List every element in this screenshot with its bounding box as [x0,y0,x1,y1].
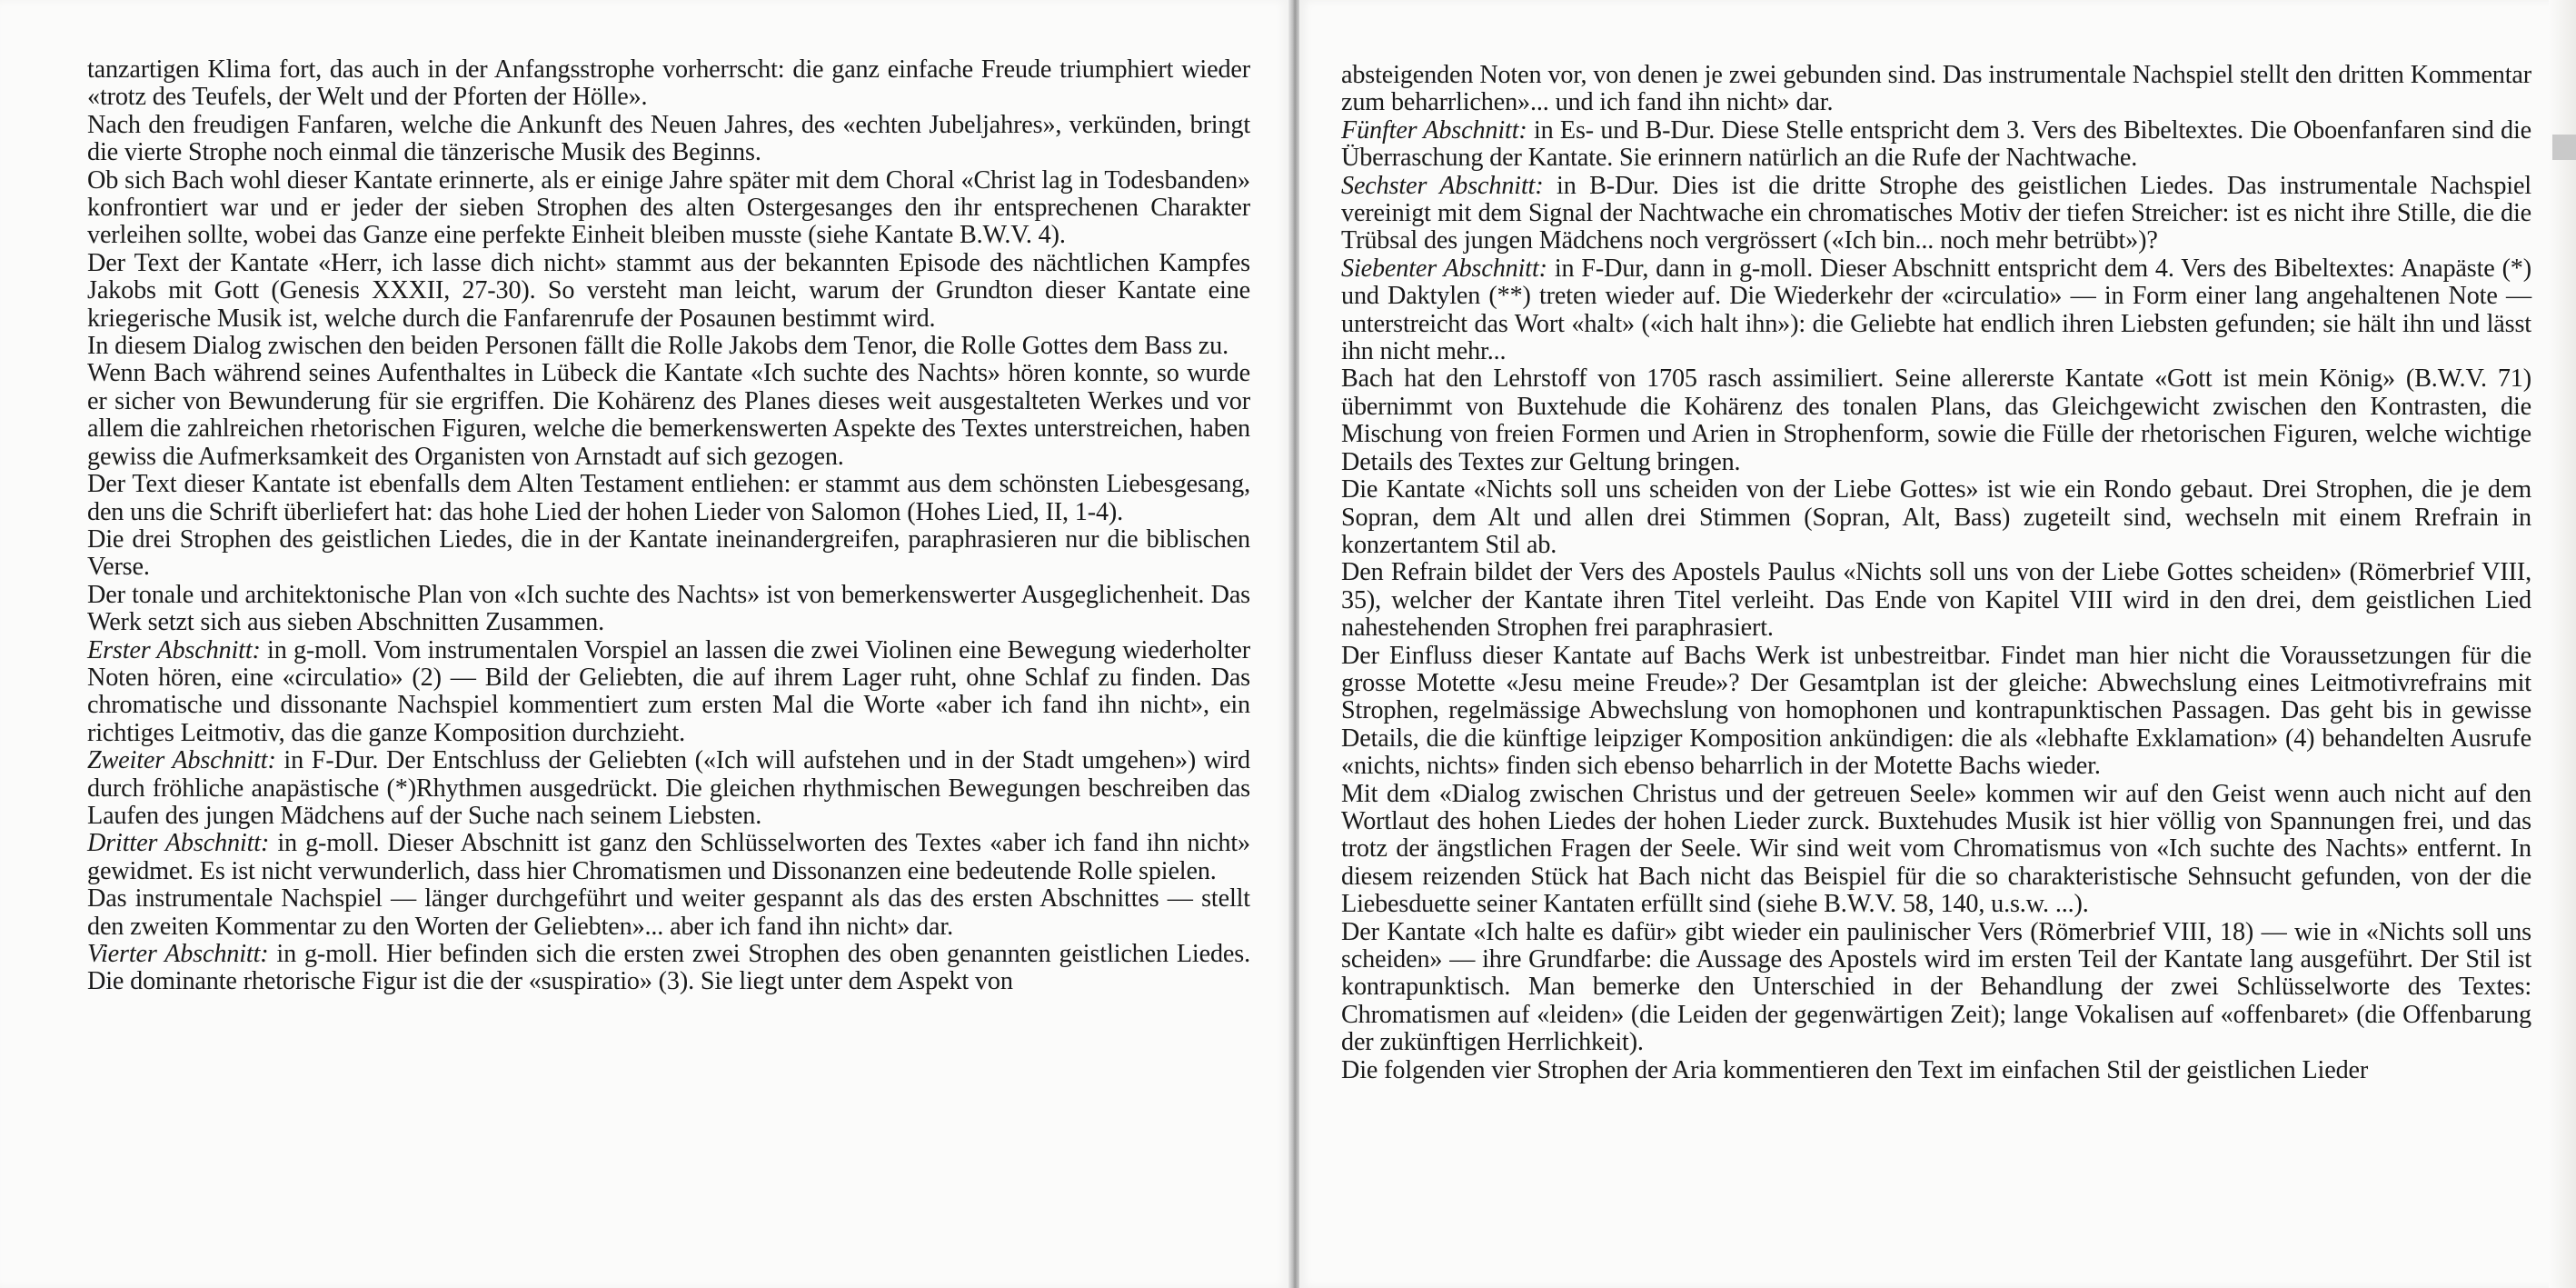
section-heading: Vierter Abschnitt: [87,940,269,968]
section-paragraph: Erster Abschnitt: in g-moll. Vom instrumentalen Vorspiel an lassen die zwei Violinen eine Bewegung wiederholter Noten hören, eine «circulatio» (2) — Bild der Geliebten, die auf ihrem Lager ruht, ohne Schlaf zu finden. Das chromatische und dissonante Nachspiel kommentiert zum ersten Mal die Worte «aber ich fand ihn nicht», ein richtiges Leitmotiv, das die ganze Komposition durchzieht. [87,635,1250,747]
section-heading: Dritter Abschnitt: [87,829,270,858]
paragraph: Ob sich Bach wohl dieser Kantate erinnerte, als er einige Jahre später mit dem Choral «Christ lag in Todesbanden» konfrontiert war und er jeder der sieben Strophen des alten Ostergesanges den ihr entsprechenen Charakter verleihen sollte, wobei das Ganze eine perfekte Einheit bleiben musste (siehe Kantate B.W.V. 4). [87,165,1250,250]
section-heading: Erster Abschnitt: [87,635,261,664]
paragraph: Wenn Bach während seines Aufenthaltes in Lübeck die Kantate «Ich suchte des Nachts» hören konnte, so wurde er sicher von Bewunderung für sie ergriffen. Die Kohärenz des Planes dieses weit ausgestalteten Werkes und vor allem die zahlreichen rhetorischen Figuren, welche die bemerkenswerten Aspekte des Textes unterstreichen, haben gewiss die Aufmerksamkeit des Organisten von Arnstadt auf sich gezogen. [87,359,1250,471]
paragraph: Den Refrain bildet der Vers des Apostels Paulus «Nichts soll uns von der Liebe Gottes scheiden» (Römerbrief VIII, 35), welcher der Kantate ihren Titel verleiht. Das Ende von Kapitel VIII wird in den drei, dem geistlichen Lied nahestehenden Strophen frei paraphrasiert. [1341,558,2531,643]
right-page-text [1341,62,2531,1084]
page-edge-mark [2552,135,2576,160]
paragraph: tanzartigen Klima fort, das auch in der Anfangsstrophe vorherrscht: die ganz einfache Freude triumphiert wieder «trotz des Teufels, der Welt und der Pforten der Hölle». [87,55,1250,112]
paragraph: Bach hat den Lehrstoff von 1705 rasch assimiliert. Seine allererste Kantate «Gott ist mein König» (B.W.V. 71) übernimmt von Buxtehude die Kohärenz des tonalen Plans, das Gleichgewicht zwischen den Kontrasten, die Mischung von freien Formen und Arien in Strophenform, sowie die Fülle der rhetorischen Figuren, welche wichtige Details des Textes zur Geltung bringen. [1341,364,2531,476]
paragraph: Der Text dieser Kantate ist ebenfalls dem Alten Testament entliehen: er stammt aus dem schönsten Liebesgesang, den uns die Schrift überliefert hat: das hohe Lied der hohen Lieder von Salomon (Hohes Lied, II, 1-4). [87,470,1250,526]
paragraph: Die Kantate «Nichts soll uns scheiden von der Liebe Gottes» ist wie ein Rondo gebaut. Drei Strophen, die je dem Sopran, dem Alt und allen drei Stimmen (Sopran, Alt, Bass) zugeteilt sind, wechseln mit einem Rrefrain in konzertantem Stil ab. [1341,475,2531,559]
section-paragraph: Siebenter Abschnitt: in F-Dur, dann in g-moll. Dieser Abschnitt entspricht dem 4. Vers des Bibeltextes: Anapäste (*) und Daktylen (**) treten wieder auf. Die Wiederkehr der «circulatio» — in Form einer lang angehaltenen Note — unterstreicht das Wort «halt» («ich halt ihn»): die Geliebte hat endlich ihren Liebsten gefunden; sie hält ihn und lässt ihn nicht mehr... [1341,254,2531,366]
paragraph: absteigenden Noten vor, von denen je zwei gebunden sind. Das instrumentale Nachspiel stellt den dritten Kommentar zum beharrlichen»... und ich fand ihn nicht» dar. [1341,61,2531,117]
section-heading: Zweiter Abschnitt: [87,746,276,775]
paragraph: Die folgenden vier Strophen der Aria kommentieren den Text im einfachen Stil der geistlichen Lieder [1341,1055,2369,1084]
paragraph: In diesem Dialog zwischen den beiden Personen fällt die Rolle Jakobs dem Tenor, die Rolle Gottes dem Bass zu. [87,332,1229,361]
paragraph: Der Einfluss dieser Kantate auf Bachs Werk ist unbestreitbar. Findet man hier nicht die Voraussetzungen für die grosse Motette «Jesu meine Freude»? Der Gesamtplan ist der gleiche: Abwechslung eines Leitmotivrefrains mit Strophen, regelmässige Abwechslung von homophonen und kontrapunktischen Passagen. Das geht bis in gewisse Details, die die künftige leipziger Komposition ankündigen: die als «lebhafte Exklamation» (4) behandelten Ausrufe «nichts, nichts» finden sich ebenso beharrlich in der Motette Bachs wieder. [1341,641,2531,781]
paragraph: Mit dem «Dialog zwischen Christus und der getreuen Seele» kommen wir auf den Geist wenn auch nicht auf den Wortlaut des hohen Liedes der hohen Lieder zurck. Buxtehudes Musik ist hier völlig von Spannungen frei, und das trotz der ängstlichen Fragen der Seele. Wir sind weit vom Chromatismus von «Ich suchte des Nachts» entfernt. In diesem reizenden Stück hat Bach nicht das Beispiel für die so charakteristische Sehnsucht gefunden, von der die Liebesduette seiner Kantaten erfüllt sind (siehe B.W.V. 58, 140, u.s.w. ...). [1341,779,2531,919]
right-page [1299,0,2576,1288]
section-heading: Sechster Abschnitt: [1341,171,1544,200]
paragraph: Der Kantate «Ich halte es dafür» gibt wieder ein paulinischer Vers (Römerbrief VIII, 18) — wie in «Nichts soll uns scheiden» — ihre Grundfarbe: die Aussage des Apostels wird im ersten Teil der Kantate lang ausgeführt. Der Stil ist kontrapunktisch. Man bemerke den Unterschied in der Behandlung der zwei Schlüsselworte des Textes: Chromatismen auf «leiden» (die Leiden der gegenwärtigen Zeit); lange Vokalisen auf «offenbaret» (die Offenbarung der zukünftigen Herrlichkeit). [1341,917,2531,1057]
section-paragraph: Dritter Abschnitt: in g-moll. Dieser Abschnitt ist ganz den Schlüsselworten des Textes «aber ich fand ihn nicht» gewidmet. Es ist nicht verwunderlich, dass hier Chromatismen und Dissonanzen eine bedeutende Rolle spielen. [87,829,1250,885]
section-heading: Fünfter Abschnitt: [1341,115,1527,145]
section-paragraph: Sechster Abschnitt: in B-Dur. Dies ist die dritte Strophe des geistlichen Liedes. Das instrumentale Nachspiel vereinigt mit dem Signal der Nachtwache ein chromatisches Motiv der tiefen Streicher: ist es nicht ihre Stille, die die Trübsal des jungen Mädchens noch vergrössert («Ich bin... noch mehr betrübt»)? [1341,171,2531,255]
section-paragraph: Fünfter Abschnitt: in Es- und B-Dur. Diese Stelle entspricht dem 3. Vers des Bibeltextes. Die Oboenfanfaren sind die Überraschung der Kantate. Sie erinnern natürlich an die Rufe der Nachtwache. [1341,115,2532,173]
section-paragraph: Vierter Abschnitt: in g-moll. Hier befinden sich die ersten zwei Strophen des oben genannten geistlichen Liedes. Die dominante rhetorische Figur ist die der «suspiratio» (3). Sie liegt unter dem Aspekt von [87,940,1250,996]
paragraph: Das instrumentale Nachspiel — länger durchgeführt und weiter gespannt als das des ersten Abschnittes — stellt den zweiten Kommentar zu den Worten der Geliebten»... aber ich fand ihn nicht» dar. [87,884,1250,941]
section-heading: Siebenter Abschnitt: [1341,254,1547,283]
paragraph: Der tonale und architektonische Plan von «Ich suchte des Nachts» ist von bemerkenswerter Ausgeglichenheit. Das Werk setzt sich aus sieben Abschnitten Zusammen. [87,580,1250,637]
paragraph: Nach den freudigen Fanfaren, welche die Ankunft des Neuen Jahres, des «echten Jubeljahres», verkünden, bringt die vierte Strophe noch einmal die tänzerische Musik des Beginns. [87,110,1250,167]
left-page-text [87,56,1250,996]
page-edge-bleed [2549,0,2576,1288]
paragraph: Die drei Strophen des geistlichen Liedes, die in der Kantate ineinandergreifen, paraphrasieren nur die biblischen Verse. [87,524,1250,582]
book-gutter [1288,0,1299,1288]
paragraph: Der Text der Kantate «Herr, ich lasse dich nicht» stammt aus der bekannten Episode des nächtlichen Kampfes Jakobs mit Gott (Genesis XXXII, 27-30). So versteht man leicht, warum der Grundton dieser Kantate eine kriegerische Musik ist, welche durch die Fanfarenrufe der Posaunen bestimmt wird. [87,248,1250,333]
section-paragraph: Zweiter Abschnitt: in F-Dur. Der Entschluss der Geliebten («Ich will aufstehen und in der Stadt umgehen») wird durch fröhliche anapästische (*)Rhythmen ausgedrückt. Die gleichen rhythmischen Bewegungen beschreiben das Laufen des jungen Mädchens auf der Suche nach seinem Liebsten. [87,746,1250,830]
